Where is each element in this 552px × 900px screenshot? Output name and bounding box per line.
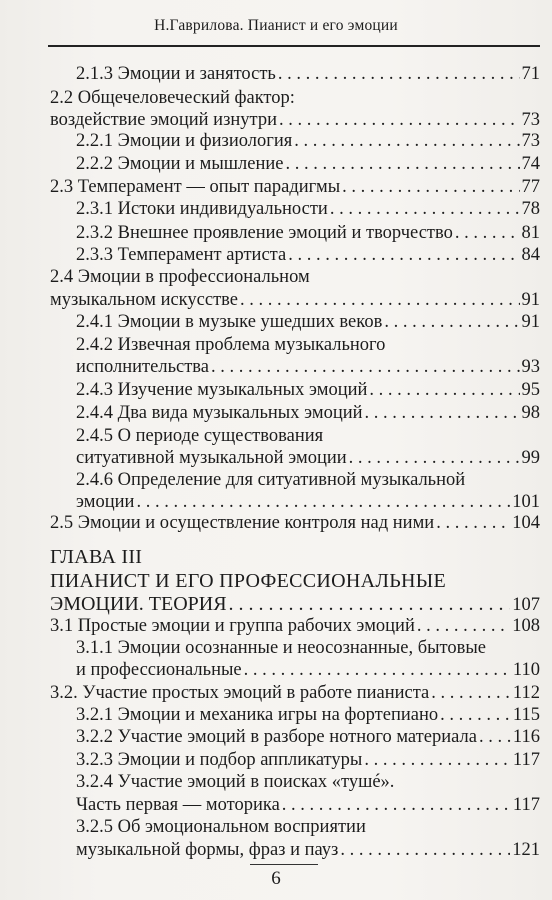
leader-dots xyxy=(240,288,519,312)
toc-entry-page: 101 xyxy=(512,492,540,512)
leader-dots xyxy=(440,703,511,727)
toc-entry-title: 2.1.3 Эмоции и занятость xyxy=(76,64,276,84)
toc-entry-2-3 xyxy=(50,175,540,199)
toc-entry-page: 91 xyxy=(521,290,540,310)
toc-entry-title: Часть первая — моторика xyxy=(76,795,280,815)
leader-dots xyxy=(340,838,510,862)
toc-entry-title: 2.3.2 Внешнее проявление эмоций и творчество xyxy=(76,223,453,243)
leader-dots xyxy=(417,614,510,638)
toc-entry-2-1-3 xyxy=(76,62,540,86)
toc-entry-title: музыкальной формы, фраз и пауз xyxy=(76,840,339,860)
toc-entry-page: 121 xyxy=(512,840,540,860)
toc-entry-page: 73 xyxy=(521,131,540,151)
toc-entry-2-3-1 xyxy=(76,197,540,221)
toc-entry-2-4-4 xyxy=(76,401,540,425)
toc-entry-title: 2.4.4 Два вида музыкальных эмоций xyxy=(76,403,363,423)
leader-dots xyxy=(229,592,511,616)
toc-entry-page: 115 xyxy=(512,705,540,725)
toc-entry-title: 3.2.2 Участие эмоций в разборе нотного материала xyxy=(76,727,477,747)
toc-entry-title: 3.2. Участие простых эмоций в работе пианиста xyxy=(50,683,430,703)
toc-entry-page: 99 xyxy=(521,448,540,468)
toc-entry-2-3-2 xyxy=(76,221,540,245)
toc-entry-page: 108 xyxy=(512,616,540,636)
toc-entry-title: 2.2.2 Эмоции и мышление xyxy=(76,154,284,174)
toc-entry-page: 107 xyxy=(512,595,540,615)
toc-entry-3-2-1 xyxy=(76,703,540,727)
toc-entry-2-4-1 xyxy=(76,310,540,334)
toc-entry-2-4-5-line1: 2.4.5 О периоде существования xyxy=(76,426,324,446)
toc-entry-2-5 xyxy=(50,511,540,535)
toc-entry-2-4-6-line1: 2.4.6 Определение для ситуативной музыкальной xyxy=(76,470,466,490)
chapter-3-label: ГЛАВА III xyxy=(50,546,143,568)
toc-entry-title: 2.4.1 Эмоции в музыке ушедших веков xyxy=(76,312,383,332)
toc-entry-2-4-2-line1: 2.4.2 Извечная проблема музыкального xyxy=(76,335,386,355)
page-number: 6 xyxy=(271,868,281,889)
toc-entry-page: 116 xyxy=(512,727,540,747)
toc-entry-3-2-2 xyxy=(76,725,540,749)
toc-entry-title: 2.3.1 Истоки индивидуальности xyxy=(76,199,328,219)
toc-entry-2-2-2 xyxy=(76,152,540,176)
leader-dots xyxy=(282,793,511,817)
leader-dots xyxy=(244,658,511,682)
toc-entry-2-4 xyxy=(50,288,540,312)
toc-entry-2-2-line1: 2.2 Общечеловеческий фактор: xyxy=(50,88,295,108)
chapter-3-title-line1: ПИАНИСТ И ЕГО ПРОФЕССИОНАЛЬНЫЕ xyxy=(50,570,447,592)
toc-entry-page: 112 xyxy=(512,683,540,703)
leader-dots xyxy=(364,748,511,772)
leader-dots xyxy=(479,725,511,749)
leader-dots xyxy=(349,446,520,470)
leader-dots xyxy=(330,197,520,221)
toc-entry-page: 91 xyxy=(521,312,540,332)
leader-dots xyxy=(278,62,520,86)
toc-entry-title: 3.2.1 Эмоции и механика игры на фортепиано xyxy=(76,705,439,725)
leader-dots xyxy=(455,221,520,245)
toc-entry-page: 117 xyxy=(512,750,540,770)
toc-entry-3-2-3 xyxy=(76,748,540,772)
toc-entry-title: 2.2.1 Эмоции и физиология xyxy=(76,131,293,151)
toc-entry-3-2-5-line1: 3.2.5 Об эмоциональном восприятии xyxy=(76,817,366,837)
leader-dots xyxy=(294,129,519,153)
leader-dots xyxy=(436,511,510,535)
toc-entry-2-4-5 xyxy=(76,446,540,470)
toc-entry-title: 2.4.3 Изучение музыкальных эмоций xyxy=(76,380,368,400)
toc-entry-3-2-4-line1: 3.2.4 Участие эмоций в поисках «тушé». xyxy=(76,772,395,792)
toc-entry-title: музыкальном искусстве xyxy=(50,290,239,310)
toc-entry-2-4-3 xyxy=(76,378,540,402)
toc-entry-page: 104 xyxy=(512,513,540,533)
toc-entry-title: 2.3 Темперамент — опыт парадигмы xyxy=(50,177,341,197)
toc-entry-title: 3.1 Простые эмоции и группа рабочих эмоций xyxy=(50,616,415,636)
leader-dots xyxy=(211,355,519,379)
toc-entry-page: 117 xyxy=(512,795,540,815)
toc-entry-title: исполнительства xyxy=(76,357,210,377)
leader-dots xyxy=(365,401,520,425)
toc-entry-title: и профессиональные xyxy=(76,660,242,680)
leader-dots xyxy=(384,310,519,334)
leader-dots xyxy=(342,175,519,199)
toc-entry-page: 73 xyxy=(521,110,540,130)
toc-entry-page: 78 xyxy=(521,199,540,219)
toc-entry-page: 71 xyxy=(521,64,540,84)
toc-entry-2-4-2 xyxy=(76,355,540,379)
toc-entry-page: 81 xyxy=(521,223,540,243)
toc-entry-3-1-1 xyxy=(76,658,540,682)
toc-entry-title: эмоции xyxy=(76,492,135,512)
running-head: Н.Гаврилова. Пианист и его эмоции xyxy=(154,17,398,34)
toc-entry-page: 110 xyxy=(512,660,540,680)
toc-entry-3-1 xyxy=(50,614,540,638)
toc-entry-title: 2.3.3 Темперамент артиста xyxy=(76,245,287,265)
toc-entry-page: 98 xyxy=(521,403,540,423)
toc-entry-page: 93 xyxy=(521,357,540,377)
toc-entry-title: 3.2.3 Эмоции и подбор аппликатуры xyxy=(76,750,363,770)
leader-dots xyxy=(369,378,519,402)
leader-dots xyxy=(431,681,511,705)
toc-entry-page: 77 xyxy=(521,177,540,197)
toc-entry-title: 2.5 Эмоции и осуществление контроля над ними xyxy=(50,513,435,533)
header-rule xyxy=(48,45,540,47)
leader-dots xyxy=(288,243,519,267)
toc-entry-2-3-3 xyxy=(76,243,540,267)
footer-rule xyxy=(250,864,318,865)
toc-entry-title: ситуативной музыкальной эмоции xyxy=(76,448,347,468)
toc-entry-3-1-1-line1: 3.1.1 Эмоции осознанные и неосознанные, бытовые xyxy=(76,638,487,658)
toc-entry-title: ЭМОЦИИ. ТЕОРИЯ xyxy=(50,593,227,615)
toc-entry-page: 84 xyxy=(521,245,540,265)
toc-entry-page: 74 xyxy=(521,154,540,174)
toc-entry-2-4-line1: 2.4 Эмоции в профессиональном xyxy=(50,267,310,287)
toc-entry-title: воздействие эмоций изнутри xyxy=(50,110,278,130)
toc-entry-2-2-1 xyxy=(76,129,540,153)
toc-entry-3-2-5 xyxy=(76,838,540,862)
toc-entry-3-2 xyxy=(50,681,540,705)
toc-entry-3-2-4 xyxy=(76,793,540,817)
leader-dots xyxy=(285,152,519,176)
toc-entry-page: 95 xyxy=(521,380,540,400)
